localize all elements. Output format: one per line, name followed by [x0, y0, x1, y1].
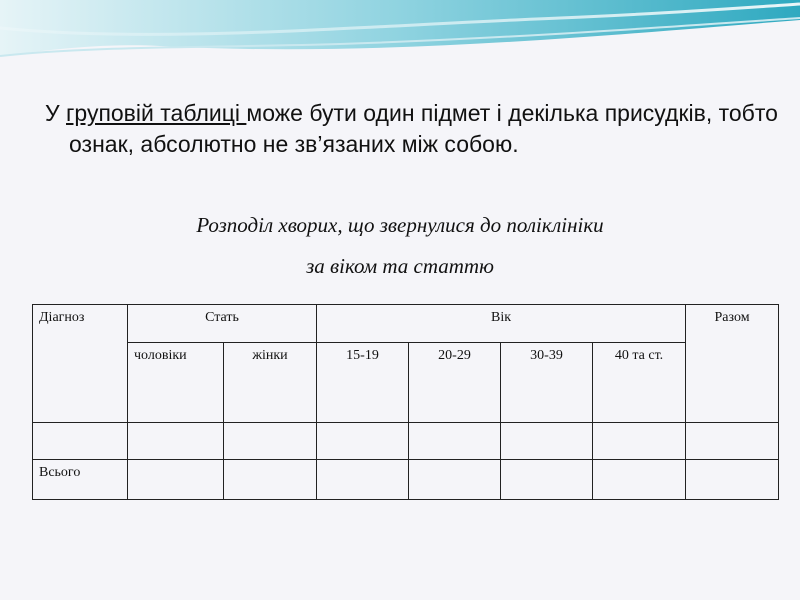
table-cell [317, 423, 409, 460]
table-footer-row [33, 460, 779, 500]
table-cell [224, 460, 317, 500]
table-row [33, 423, 779, 460]
header-diagnosis: Діагноз [33, 305, 128, 423]
table-cell [593, 423, 686, 460]
table-cell [224, 423, 317, 460]
subheader-female: жінки [224, 343, 317, 423]
table-cell [593, 460, 686, 500]
table-cell [409, 460, 501, 500]
subheader-age-40-plus: 40 та ст. [593, 343, 686, 423]
header-age: Вік [317, 305, 686, 343]
subheader-age-15-19: 15-19 [317, 343, 409, 423]
subheader-male: чоловіки [128, 343, 224, 423]
subheader-age-20-29: 20-29 [409, 343, 501, 423]
subheader-age-30-39: 30-39 [501, 343, 593, 423]
table-cell [317, 460, 409, 500]
table-subheader-row [33, 343, 779, 423]
group-table [32, 304, 779, 500]
table-cell [501, 460, 593, 500]
table-cell [686, 423, 779, 460]
header-sex: Стать [128, 305, 317, 343]
table-header-row [33, 305, 779, 343]
table-cell [501, 423, 593, 460]
header-total: Разом [686, 305, 779, 423]
table-cell [128, 423, 224, 460]
table-cell [33, 423, 128, 460]
paragraph-rest: може бути один підмет і декілька присудків, тобто ознак, абсолютно не зв’язаних між собою. [69, 100, 778, 157]
footer-total-label: Всього [33, 460, 128, 500]
table-cell [128, 460, 224, 500]
table-caption-line-2: за віком та статтю [306, 254, 494, 278]
table-caption-line-1: Розподіл хворих, що звернулися до поліклініки [196, 213, 604, 237]
paragraph-prefix: У [45, 100, 67, 126]
table-cell [409, 423, 501, 460]
underlined-term: груповій таблиці [66, 100, 247, 126]
table-cell [686, 460, 779, 500]
intro-paragraph [45, 98, 789, 160]
